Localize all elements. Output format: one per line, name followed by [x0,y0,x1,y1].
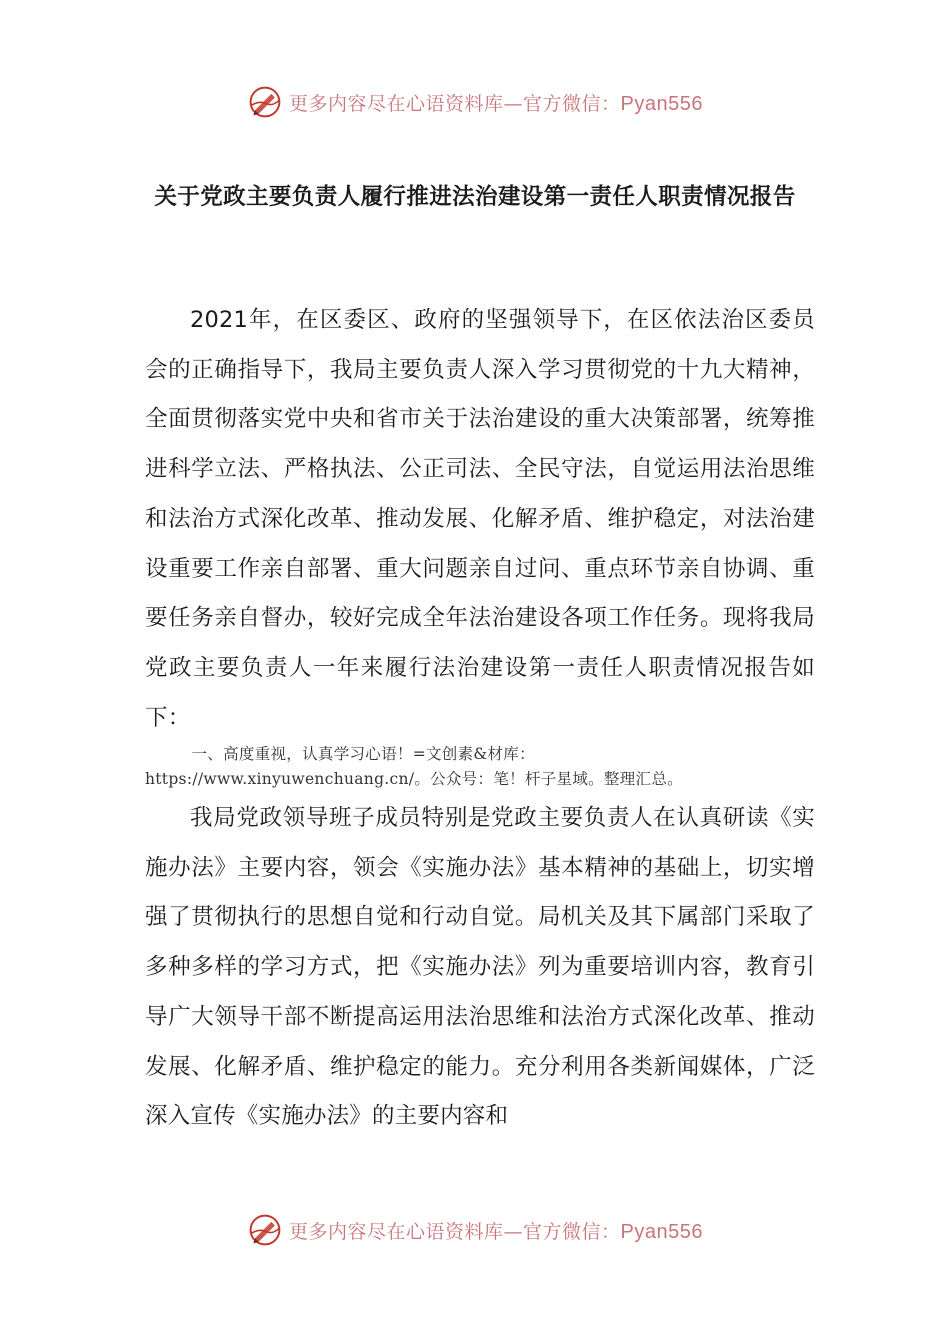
footer-watermark [0,1210,950,1250]
pen-logo-icon [247,1212,283,1248]
paragraph-section-1: 我局党政领导班子成员特别是党政主要负责人在认真研读《实施办法》主要内容，领会《实施办法》基本精神的基础上，切实增强了贯彻执行的思想自觉和行动自觉。局机关及其下属部门采取了多种多样的学习方式，把《实施办法》列为重要培训内容，教育引导广大领导干部不断提高运用法治思维和法治方式深化改革、推动发展、化解矛盾、维护稳定的能力。充分利用各类新闻媒体，广泛深入宣传《实施办法》的主要内容和 [145,805,815,1130]
pen-logo-icon [247,84,283,120]
watermark-wechat-label: 官方微信： [523,1220,621,1243]
paragraph-intro: 2021年，在区委区、政府的坚强领导下，在区依法治区委员会的正确指导下，我局主要负责人深入学习贯彻党的十九大精神，全面贯彻落实党中央和省市关于法治建设的重大决策部署，统筹推进科学立法、严格执法、公正司法、全民守法，自觉运用法治思维和法治方式深化改革、推动发展、化解矛盾、维护稳定，对法治建设重要工作亲自部署、重大问题亲自过问、重点环节亲自协调、重要任务亲自督办，较好完成全年法治建设各项工作任务。现将我局党政主要负责人一年来履行法治建设第一责任人职责情况报告如下： [145,307,815,731]
section-heading-note: 一、高度重视，认真学习心语！=文创素&材库：https://www.xinyuwenchuang.cn/。公众号：笔！杆子星域。整理汇总。 [145,745,683,788]
document-title: 关于党政主要负责人履行推进法治建设第一责任人职责情况报告 [154,184,796,210]
watermark-wechat-label: 官方微信： [523,92,621,115]
watermark-dash: — [503,92,524,115]
header-watermark [0,82,950,122]
watermark-wechat-id: Pyan556 [620,92,703,115]
watermark-dash: — [503,1220,524,1243]
watermark-text [289,1217,703,1244]
watermark-site: 更多内容尽在心语资料库 [289,92,504,115]
watermark-site: 更多内容尽在心语资料库 [289,1220,504,1243]
watermark-wechat-id: Pyan556 [620,1220,703,1243]
watermark-text [289,89,703,116]
